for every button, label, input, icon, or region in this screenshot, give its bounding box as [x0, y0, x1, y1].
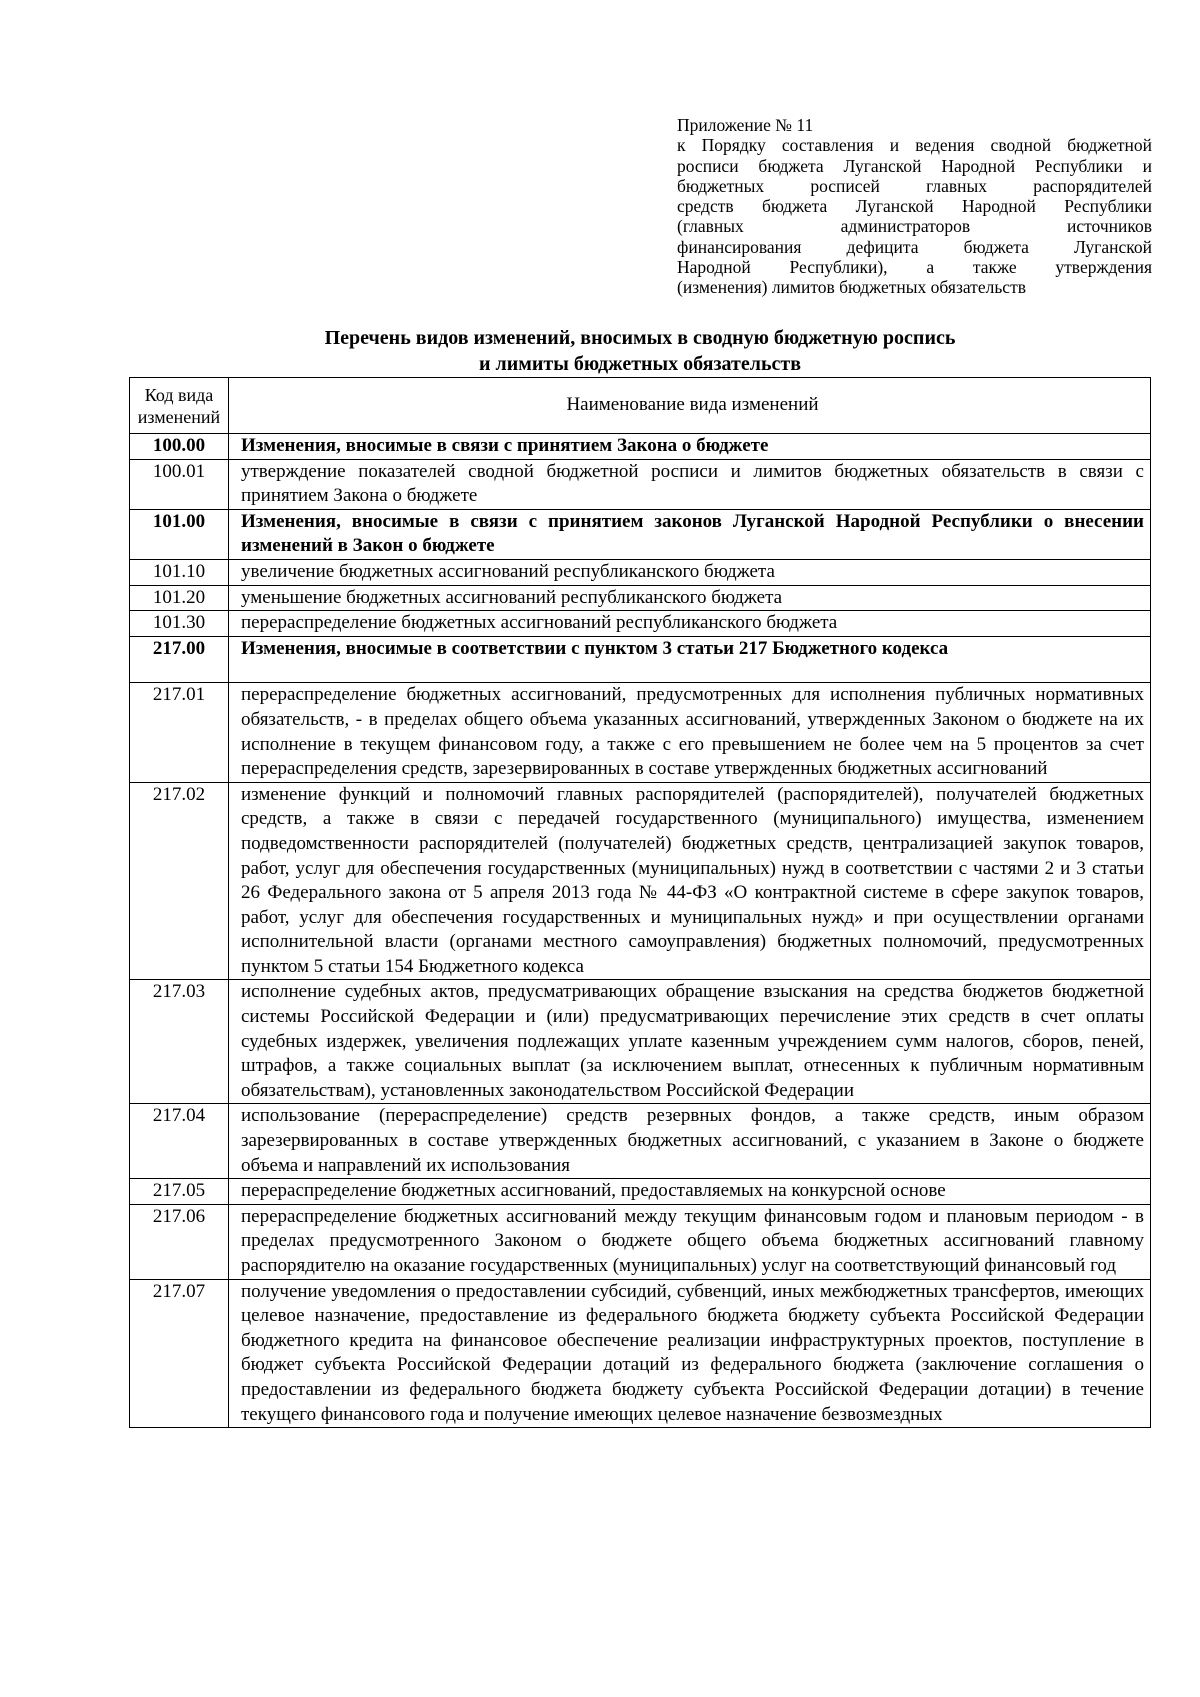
row-code: 217.03	[130, 980, 229, 1104]
change-types-table	[129, 377, 1151, 1428]
row-name: утверждение показателей сводной бюджетной росписи и лимитов бюджетных обязательств в связи с принятием Закона о бюджете	[229, 459, 1151, 509]
table-row	[130, 683, 1151, 782]
row-code: 217.01	[130, 683, 229, 782]
row-code: 101.30	[130, 611, 229, 637]
table-row	[130, 1104, 1151, 1179]
header-name-cell: Наименование вида изменений	[229, 378, 1151, 434]
row-code: 217.02	[130, 782, 229, 980]
table-row	[130, 1179, 1151, 1205]
row-code: 217.04	[130, 1104, 229, 1179]
row-name: использование (перераспределение) средств резервных фондов, а также средств, иным образом зарезервированных в составе утвержденных бюджетных ассигнований, с указанием в Законе о бюджете объема и направлений их использования	[229, 1104, 1151, 1179]
row-code: 101.10	[130, 559, 229, 585]
row-code: 217.00	[130, 636, 229, 683]
row-name: Изменения, вносимые в связи с принятием Закона о бюджете	[229, 434, 1151, 460]
row-name: исполнение судебных актов, предусматривающих обращение взыскания на средства бюджетов бюджетной системы Российской Федерации и (или) предусматривающих перечисление этих средств в счет оплаты судебных издержек, увеличения подлежащих уплате казенным учреждением сумм налогов, сборов, пеней, штрафов, а также социальных выплат (за исключением выплат, отнесенных к публичным нормативным обязательствам), установленных законодательством Российской Федерации	[229, 980, 1151, 1104]
row-name: изменение функций и полномочий главных распорядителей (распорядителей), получателей бюджетных средств, а также в связи с передачей государственного (муниципального) имущества, изменением подведомственности распорядителей (получателей) бюджетных средств, централизацией закупок товаров, работ, услуг для обеспечения государственных (муниципальных) нужд в соответствии с частями 2 и 3 статьи 26 Федерального закона от 5 апреля 2013 года № 44-ФЗ «О контрактной системе в сфере закупок товаров, работ, услуг для обеспечения государственных и муниципальных нужд» и при осуществлении органами исполнительной власти (органами местного самоуправления) бюджетных полномочий, предусмотренных пунктом 5 статьи 154 Бюджетного кодекса	[229, 782, 1151, 980]
row-name: перераспределение бюджетных ассигнований, предоставляемых на конкурсной основе	[229, 1179, 1151, 1205]
table-row	[130, 585, 1151, 611]
row-code: 217.06	[130, 1204, 229, 1279]
row-code: 100.01	[130, 459, 229, 509]
document-title	[130, 325, 1150, 377]
table-row	[130, 980, 1151, 1104]
appendix-line: (главных администраторов источников	[677, 216, 1152, 237]
table-row	[130, 782, 1151, 980]
appendix-line: Приложение № 11	[677, 115, 814, 135]
row-name: перераспределение бюджетных ассигнований, предусмотренных для исполнения публичных нормативных обязательств, - в пределах общего объема указанных ассигнований, утвержденных Законом о бюджете на их исполнение в текущем финансовом году, а также с его превышением не более чем на 5 процентов за счет перераспределения средств, зарезервированных в составе утвержденных бюджетных ассигнований	[229, 683, 1151, 782]
row-code: 101.00	[130, 509, 229, 559]
table-row	[130, 509, 1151, 559]
table-row	[130, 459, 1151, 509]
appendix-line: средств бюджета Луганской Народной Республики	[677, 196, 1152, 217]
table-row	[130, 1204, 1151, 1279]
row-code: 101.20	[130, 585, 229, 611]
table-row	[130, 1279, 1151, 1428]
row-code: 100.00	[130, 434, 229, 460]
row-name: Изменения, вносимые в связи с принятием законов Луганской Народной Республики о внесении изменений в Закон о бюджете	[229, 509, 1151, 559]
table-row	[130, 559, 1151, 585]
appendix-note	[677, 115, 1152, 298]
appendix-line: (изменения) лимитов бюджетных обязательств	[677, 277, 1026, 298]
appendix-line: Народной Республики), а также утверждения	[677, 257, 1152, 278]
row-name: увеличение бюджетных ассигнований республиканского бюджета	[229, 559, 1151, 585]
header-code-cell: Код вида изменений	[130, 378, 229, 434]
row-name: уменьшение бюджетных ассигнований республиканского бюджета	[229, 585, 1151, 611]
document-title-line1: Перечень видов изменений, вносимых в сводную бюджетную роспись	[324, 327, 956, 349]
table-row	[130, 611, 1151, 637]
row-name: получение уведомления о предоставлении субсидий, субвенций, иных межбюджетных трансфертов, имеющих целевое назначение, предоставление из федерального бюджета бюджету субъекта Российской Федерации бюджетного кредита на финансовое обеспечение реализации инфраструктурных проектов, поступление в бюджет субъекта Российской Федерации дотаций из федерального бюджета (заключение соглашения о предоставлении из федерального бюджета бюджету субъекта Российской Федерации дотации) в течение текущего финансового года и получение имеющих целевое назначение безвозмездных	[229, 1279, 1151, 1428]
row-name: перераспределение бюджетных ассигнований между текущим финансовым годом и плановым периодом - в пределах предусмотренного Законом о бюджете общего объема бюджетных ассигнований главному распорядителю на оказание государственных (муниципальных) услуг на соответствующий финансовый год	[229, 1204, 1151, 1279]
appendix-line: финансирования дефицита бюджета Луганской	[677, 236, 1152, 257]
table-row	[130, 434, 1151, 460]
row-name: Изменения, вносимые в соответствии с пунктом 3 статьи 217 Бюджетного кодекса	[229, 636, 1151, 683]
row-code: 217.05	[130, 1179, 229, 1205]
appendix-line: к Порядку составления и ведения сводной бюджетной	[677, 135, 1152, 156]
row-code: 217.07	[130, 1279, 229, 1428]
appendix-line: росписи бюджета Луганской Народной Республики и	[677, 155, 1152, 176]
appendix-line: бюджетных росписей главных распорядителей	[677, 175, 1152, 196]
table-row	[130, 636, 1151, 683]
document-title-line2: и лимиты бюджетных обязательств	[478, 353, 802, 375]
table-header-row	[130, 378, 1151, 434]
row-name: перераспределение бюджетных ассигнований республиканского бюджета	[229, 611, 1151, 637]
